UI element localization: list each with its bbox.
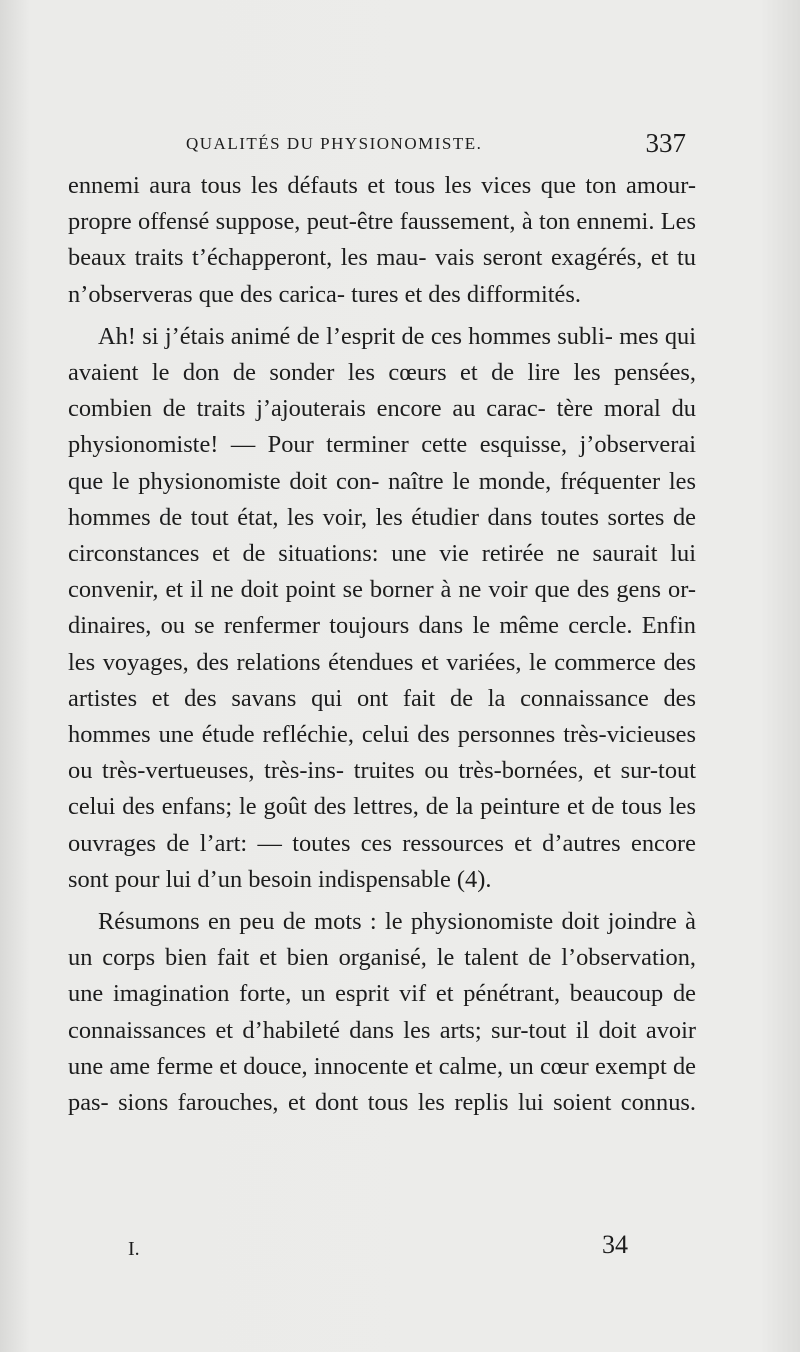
text-line: Ah! si j’étais animé de l’esprit de ces hommes subli-	[98, 322, 613, 350]
text-line: personnes très-vicieuses ou très-vertueuses, très-ins-	[68, 721, 696, 785]
text-line: à ton ennemi. Les beaux traits t’échapperont, les mau-	[68, 208, 696, 272]
text-line: de l’observation, une imagination forte, un esprit vif	[68, 944, 696, 1008]
text-line: esquisse, j’observerai que le physionomiste doit con-	[68, 431, 696, 495]
text-line: pour lui d’un besoin indispensable (4).	[114, 865, 492, 893]
text-line: amour-propre offensé suppose, peut-être faussement,	[68, 172, 696, 236]
text-line: sions farouches, et dont tous les replis lui soient connus.	[118, 1089, 696, 1117]
text-line: dans les arts; sur-tout il doit avoir une ame ferme et	[68, 1016, 696, 1080]
body-text	[68, 168, 696, 1121]
text-line: naître le monde, fréquenter les hommes de tout état,	[68, 467, 696, 531]
page-footer	[128, 1230, 628, 1270]
text-line: mes qui avaient le don de sonder les cœurs et de lire les	[68, 322, 696, 387]
text-line: de l’art: — toutes ces ressources et d’autres encore sont	[68, 829, 696, 893]
text-line: tures et des difformités.	[351, 280, 581, 308]
paragraph-2	[68, 319, 696, 898]
paragraph-1	[68, 168, 696, 313]
text-line: dinaires, ou se renfermer toujours dans le même cercle.	[68, 612, 633, 640]
text-line: pensées, combien de traits j’ajouterais encore au carac-	[68, 359, 696, 423]
text-line: joindre à un corps bien fait et bien organisé, le talent	[68, 908, 697, 972]
text-line: douce, innocente et calme, un cœur exempt de pas-	[68, 1052, 696, 1117]
text-line: tère moral du physionomiste! — Pour terminer cette	[68, 395, 696, 459]
text-line: commerce des artistes et des savans qui ont fait de la	[68, 648, 696, 712]
page-number: 337	[645, 128, 686, 158]
text-line: connaissance des hommes une étude refléchie, celui des	[68, 684, 697, 749]
text-line: les voir, les étudier dans toutes sortes de circonstances	[68, 503, 696, 568]
text-line: et de situations: une vie retirée ne saurait lui convenir,	[68, 540, 696, 604]
text-line: truites ou très-bornées, et sur-tout celui des enfans;	[68, 757, 696, 821]
text-line: et il ne doit point se borner à ne voir que des gens or-	[165, 576, 696, 604]
text-line: le goût des lettres, de la peinture et de tous les ouvrages	[68, 793, 696, 857]
text-line: vais seront exagérés, et tu n’observeras que des carica-	[68, 244, 696, 308]
page-header	[186, 128, 686, 168]
text-line: et pénétrant, beaucoup de connaissances et d’habileté	[68, 980, 696, 1044]
running-title: QUALITÉS DU PHYSIONOMISTE.	[186, 134, 483, 153]
text-line: Enfin les voyages, des relations étendues et variées, le	[68, 612, 696, 676]
paragraph-3	[68, 904, 696, 1121]
gathering-number: 34	[602, 1230, 628, 1259]
signature-mark: I.	[128, 1238, 140, 1260]
text-line: ennemi aura tous les défauts et tous les vices que ton	[68, 172, 617, 199]
text-line: Résumons en peu de mots : le physionomiste doit	[98, 908, 600, 936]
